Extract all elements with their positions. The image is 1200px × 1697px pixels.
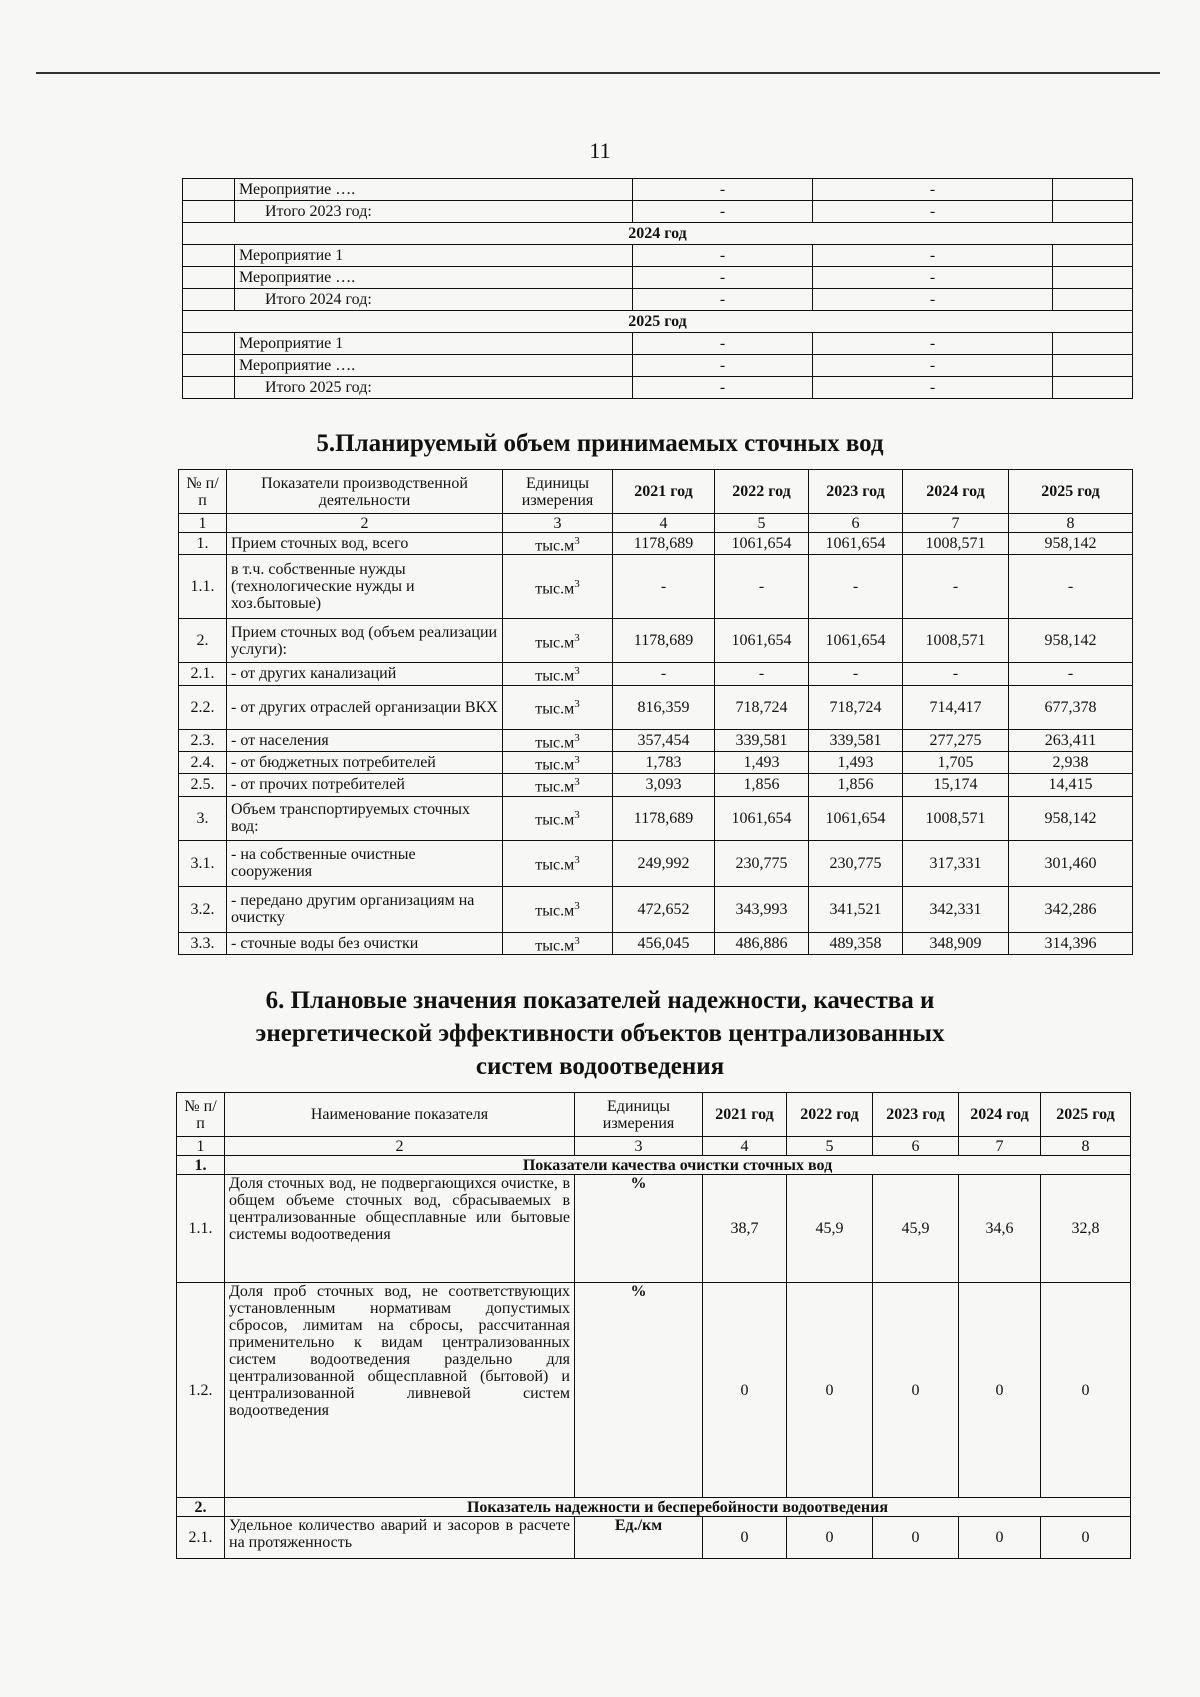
value-cell: - — [813, 245, 1053, 267]
table-row — [179, 774, 1133, 796]
indicator-name: Доля проб сточных вод, не соответствующих установленным нормативам допустимых сбросов, лимитам на сбросы, рассчитанная применительно к видам централизованных систем водоотведения раздельно для централизованной общесплавной (бытовой) и централизованной ливневой систем водоотведения — [225, 1283, 575, 1498]
unit-cell — [503, 619, 613, 663]
value-cell: 14,415 — [1009, 774, 1133, 796]
value-cell: 342,286 — [1009, 886, 1133, 932]
table-row — [177, 1283, 1131, 1498]
column-number: 3 — [575, 1137, 703, 1156]
header-cell: № п/п — [179, 470, 227, 514]
column-number: 8 — [1009, 514, 1133, 533]
table-row — [179, 751, 1133, 773]
unit-superscript: 3 — [574, 809, 580, 822]
value-cell: 0 — [873, 1283, 959, 1498]
value-cell: 0 — [873, 1517, 959, 1559]
unit-text: тыс.м — [535, 811, 575, 829]
table-row — [177, 1175, 1131, 1283]
value-cell: 0 — [703, 1517, 787, 1559]
row-number: 2.1. — [179, 663, 227, 685]
value-cell: - — [813, 377, 1053, 399]
group-label: Показатели качества очистки сточных вод — [225, 1156, 1131, 1175]
value-cell: - — [809, 663, 903, 685]
indicator-name: Прием сточных вод, всего — [227, 533, 503, 555]
row-number: 1. — [179, 533, 227, 555]
unit-cell — [503, 840, 613, 886]
value-cell: 958,142 — [1009, 533, 1133, 555]
column-number: 2 — [227, 514, 503, 533]
column-number-row — [177, 1137, 1131, 1156]
header-cell: 2021 год — [703, 1093, 787, 1137]
indicator-name: - передано другим организациям на очистку — [227, 886, 503, 932]
unit-text: тыс.м — [535, 537, 575, 555]
value-cell: 718,724 — [809, 685, 903, 729]
column-number: 3 — [503, 514, 613, 533]
value-cell: 342,331 — [903, 886, 1009, 932]
value-cell: 339,581 — [715, 729, 809, 751]
header-cell: 2024 год — [959, 1093, 1041, 1137]
column-number: 5 — [787, 1137, 873, 1156]
value-cell: 45,9 — [787, 1175, 873, 1283]
year-label: 2024 год — [183, 223, 1133, 245]
value-cell: 0 — [787, 1283, 873, 1498]
value-cell: - — [633, 333, 813, 355]
value-cell: 1178,689 — [613, 533, 715, 555]
row-number: 1.1. — [179, 555, 227, 619]
value-cell: - — [633, 245, 813, 267]
indicator-name: в т.ч. собственные нужды (технологические нужды и хоз.бытовые) — [227, 555, 503, 619]
unit-superscript: 3 — [574, 578, 580, 591]
value-cell: - — [1009, 555, 1133, 619]
indicator-name: - сточные воды без очистки — [227, 932, 503, 954]
section-6-title-line: 6. Плановые значения показателей надежности, качества и — [265, 987, 935, 1014]
header-cell: 2025 год — [1009, 470, 1133, 514]
value-cell: 472,652 — [613, 886, 715, 932]
unit-text: тыс.м — [535, 634, 575, 652]
column-number-row — [179, 514, 1133, 533]
unit-superscript: 3 — [574, 698, 580, 711]
indicator-name: Доля сточных вод, не подвергающихся очистке, в общем объеме сточных вод, сбрасываемых в централизованные общесплавные или бытовые системы водоотведения — [225, 1175, 575, 1283]
column-number: 6 — [809, 514, 903, 533]
unit-text: тыс.м — [535, 700, 575, 718]
header-cell: 2023 год — [873, 1093, 959, 1137]
value-cell: - — [633, 289, 813, 311]
measure-label: Мероприятие …. — [235, 355, 633, 377]
value-cell: 1061,654 — [715, 619, 809, 663]
value-cell: 1061,654 — [809, 533, 903, 555]
value-cell: 249,992 — [613, 840, 715, 886]
row-number: 2.3. — [179, 729, 227, 751]
value-cell: 339,581 — [809, 729, 903, 751]
unit-cell — [503, 751, 613, 773]
column-number: 8 — [1041, 1137, 1131, 1156]
value-cell: - — [903, 555, 1009, 619]
value-cell: - — [633, 377, 813, 399]
value-cell: - — [903, 663, 1009, 685]
value-cell: 1,493 — [809, 751, 903, 773]
column-number: 2 — [225, 1137, 575, 1156]
value-cell: 277,275 — [903, 729, 1009, 751]
value-cell: 230,775 — [809, 840, 903, 886]
header-cell: 2022 год — [787, 1093, 873, 1137]
value-cell: 1178,689 — [613, 619, 715, 663]
value-cell: 958,142 — [1009, 619, 1133, 663]
measure-row — [183, 333, 1133, 355]
header-rule — [36, 72, 1160, 74]
section-6-title-line: энергетической эффективности объектов централизованных — [255, 1020, 945, 1047]
value-cell: - — [813, 289, 1053, 311]
row-number-cell — [183, 179, 235, 201]
total-label: Итого 2025 год: — [235, 377, 633, 399]
section-6-title — [0, 984, 1200, 1083]
unit-text: тыс.м — [535, 580, 575, 598]
row-number: 2.1. — [177, 1517, 225, 1559]
measures-table — [182, 178, 1133, 399]
table-row — [179, 619, 1133, 663]
unit-text: тыс.м — [535, 936, 575, 954]
value-cell: 263,411 — [1009, 729, 1133, 751]
group-row — [177, 1156, 1131, 1175]
table-header-row — [179, 470, 1133, 514]
unit-cell — [503, 685, 613, 729]
unit-cell — [503, 729, 613, 751]
value-cell: 348,909 — [903, 932, 1009, 954]
table-row — [179, 932, 1133, 954]
unit-superscript: 3 — [574, 776, 580, 789]
unit-cell — [503, 886, 613, 932]
indicator-name: - от бюджетных потребителей — [227, 751, 503, 773]
row-number-cell — [183, 355, 235, 377]
empty-cell — [1053, 355, 1133, 377]
value-cell: 1,783 — [613, 751, 715, 773]
measure-row — [183, 355, 1133, 377]
total-label: Итого 2023 год: — [235, 201, 633, 223]
row-number-cell — [183, 201, 235, 223]
unit-cell: Ед./км — [575, 1517, 703, 1559]
value-cell: 1008,571 — [903, 619, 1009, 663]
value-cell: 0 — [959, 1283, 1041, 1498]
unit-superscript: 3 — [574, 632, 580, 645]
value-cell: 1061,654 — [809, 619, 903, 663]
empty-cell — [1053, 201, 1133, 223]
value-cell: - — [633, 179, 813, 201]
unit-cell: % — [575, 1175, 703, 1283]
value-cell: 317,331 — [903, 840, 1009, 886]
total-label: Итого 2024 год: — [235, 289, 633, 311]
value-cell: - — [613, 663, 715, 685]
table-row — [179, 840, 1133, 886]
column-number: 4 — [613, 514, 715, 533]
indicator-name: - от других канализаций — [227, 663, 503, 685]
indicator-name: - от прочих потребителей — [227, 774, 503, 796]
value-cell: 34,6 — [959, 1175, 1041, 1283]
column-number: 1 — [179, 514, 227, 533]
measure-row — [183, 179, 1133, 201]
section-6-title-line: систем водоотведения — [475, 1053, 725, 1080]
value-cell: 0 — [959, 1517, 1041, 1559]
measure-label: Мероприятие 1 — [235, 333, 633, 355]
measure-label: Мероприятие 1 — [235, 245, 633, 267]
page-number: 11 — [589, 138, 611, 163]
unit-cell — [503, 774, 613, 796]
value-cell: - — [613, 555, 715, 619]
value-cell: 958,142 — [1009, 796, 1133, 840]
column-number: 1 — [177, 1137, 225, 1156]
value-cell: 301,460 — [1009, 840, 1133, 886]
value-cell: 714,417 — [903, 685, 1009, 729]
value-cell: 15,174 — [903, 774, 1009, 796]
table-row — [179, 729, 1133, 751]
table-row — [179, 685, 1133, 729]
value-cell: - — [813, 267, 1053, 289]
year-row — [183, 311, 1133, 333]
unit-superscript: 3 — [574, 535, 580, 547]
measure-label: Мероприятие …. — [235, 179, 633, 201]
value-cell: 677,378 — [1009, 685, 1133, 729]
value-cell: 1178,689 — [613, 796, 715, 840]
empty-cell — [1053, 179, 1133, 201]
value-cell: - — [633, 355, 813, 377]
value-cell: 1008,571 — [903, 533, 1009, 555]
unit-superscript: 3 — [574, 665, 580, 678]
column-number: 7 — [903, 514, 1009, 533]
measure-label: Мероприятие …. — [235, 267, 633, 289]
header-cell: Единицы измерения — [575, 1093, 703, 1137]
unit-text: тыс.м — [535, 778, 575, 796]
value-cell: 1061,654 — [715, 533, 809, 555]
row-number: 3.2. — [179, 886, 227, 932]
value-cell: - — [633, 201, 813, 223]
value-cell: - — [809, 555, 903, 619]
group-number: 2. — [177, 1498, 225, 1517]
header-cell: Наименование показателя — [225, 1093, 575, 1137]
empty-cell — [1053, 267, 1133, 289]
empty-cell — [1053, 333, 1133, 355]
value-cell: 2,938 — [1009, 751, 1133, 773]
value-cell: 1008,571 — [903, 796, 1009, 840]
row-number: 2.4. — [179, 751, 227, 773]
group-row — [177, 1498, 1131, 1517]
header-cell: 2022 год — [715, 470, 809, 514]
value-cell: 486,886 — [715, 932, 809, 954]
row-number: 2. — [179, 619, 227, 663]
value-cell: 456,045 — [613, 932, 715, 954]
unit-text: тыс.м — [535, 756, 575, 774]
row-number: 1.1. — [177, 1175, 225, 1283]
empty-cell — [1053, 245, 1133, 267]
group-number: 1. — [177, 1156, 225, 1175]
value-cell: 357,454 — [613, 729, 715, 751]
unit-cell — [503, 932, 613, 954]
header-cell: Единицы измерения — [503, 470, 613, 514]
measure-row — [183, 245, 1133, 267]
value-cell: - — [813, 333, 1053, 355]
value-cell: 1,856 — [715, 774, 809, 796]
value-cell: - — [813, 201, 1053, 223]
total-row — [183, 377, 1133, 399]
unit-superscript: 3 — [574, 854, 580, 867]
total-row — [183, 201, 1133, 223]
value-cell: 1061,654 — [809, 796, 903, 840]
value-cell: 1,493 — [715, 751, 809, 773]
table-header-row — [177, 1093, 1131, 1137]
value-cell: 718,724 — [715, 685, 809, 729]
row-number: 3. — [179, 796, 227, 840]
column-number: 7 — [959, 1137, 1041, 1156]
empty-cell — [1053, 289, 1133, 311]
value-cell: 38,7 — [703, 1175, 787, 1283]
value-cell: 1,856 — [809, 774, 903, 796]
value-cell: 230,775 — [715, 840, 809, 886]
unit-superscript: 3 — [574, 934, 580, 947]
year-row — [183, 223, 1133, 245]
row-number: 2.5. — [179, 774, 227, 796]
value-cell: - — [813, 355, 1053, 377]
unit-cell — [503, 663, 613, 685]
value-cell: - — [813, 179, 1053, 201]
table-row — [177, 1517, 1131, 1559]
value-cell: 1,705 — [903, 751, 1009, 773]
value-cell: 314,396 — [1009, 932, 1133, 954]
unit-superscript: 3 — [574, 753, 580, 766]
value-cell: 45,9 — [873, 1175, 959, 1283]
table-row — [179, 796, 1133, 840]
indicator-name: Удельное количество аварий и засоров в расчете на протяженность — [225, 1517, 575, 1559]
indicators-table — [176, 1092, 1131, 1559]
column-number: 5 — [715, 514, 809, 533]
section-5-title: 5.Планируемый объем принимаемых сточных вод — [316, 430, 884, 457]
table-row — [179, 886, 1133, 932]
unit-text: тыс.м — [535, 856, 575, 874]
column-number: 6 — [873, 1137, 959, 1156]
unit-cell — [503, 533, 613, 555]
value-cell: 343,993 — [715, 886, 809, 932]
table-row — [179, 663, 1133, 685]
row-number-cell — [183, 245, 235, 267]
table-row — [179, 555, 1133, 619]
group-label: Показатель надежности и бесперебойности водоотведения — [225, 1498, 1131, 1517]
value-cell: - — [1009, 663, 1133, 685]
row-number: 3.3. — [179, 932, 227, 954]
value-cell: 816,359 — [613, 685, 715, 729]
unit-text: тыс.м — [535, 667, 575, 685]
value-cell: - — [715, 555, 809, 619]
year-label: 2025 год — [183, 311, 1133, 333]
row-number: 1.2. — [177, 1283, 225, 1498]
unit-superscript: 3 — [574, 731, 580, 744]
value-cell: 32,8 — [1041, 1175, 1131, 1283]
unit-superscript: 3 — [574, 900, 580, 913]
row-number-cell — [183, 267, 235, 289]
unit-cell — [503, 555, 613, 619]
row-number: 3.1. — [179, 840, 227, 886]
value-cell: 0 — [1041, 1283, 1131, 1498]
total-row — [183, 289, 1133, 311]
column-number: 4 — [703, 1137, 787, 1156]
unit-text: тыс.м — [535, 733, 575, 751]
table-row — [179, 533, 1133, 555]
wastewater-volume-table — [178, 469, 1133, 955]
row-number-cell — [183, 377, 235, 399]
indicator-name: Прием сточных вод (объем реализации услуги): — [227, 619, 503, 663]
value-cell: 0 — [1041, 1517, 1131, 1559]
empty-cell — [1053, 377, 1133, 399]
value-cell: - — [633, 267, 813, 289]
indicator-name: Объем транспортируемых сточных вод: — [227, 796, 503, 840]
header-cell: 2025 год — [1041, 1093, 1131, 1137]
indicator-name: - от населения — [227, 729, 503, 751]
value-cell: 3,093 — [613, 774, 715, 796]
value-cell: 341,521 — [809, 886, 903, 932]
value-cell: 0 — [703, 1283, 787, 1498]
value-cell: 1061,654 — [715, 796, 809, 840]
row-number-cell — [183, 333, 235, 355]
header-cell: 2023 год — [809, 470, 903, 514]
row-number-cell — [183, 289, 235, 311]
unit-cell: % — [575, 1283, 703, 1498]
unit-cell — [503, 796, 613, 840]
header-cell: 2021 год — [613, 470, 715, 514]
indicator-name: - на собственные очистные сооружения — [227, 840, 503, 886]
value-cell: 489,358 — [809, 932, 903, 954]
value-cell: 0 — [787, 1517, 873, 1559]
header-cell: Показатели производственной деятельности — [227, 470, 503, 514]
indicator-name: - от других отраслей организации ВКХ — [227, 685, 503, 729]
unit-text: тыс.м — [535, 902, 575, 920]
header-cell: 2024 год — [903, 470, 1009, 514]
value-cell: - — [715, 663, 809, 685]
header-cell: № п/п — [177, 1093, 225, 1137]
measure-row — [183, 267, 1133, 289]
row-number: 2.2. — [179, 685, 227, 729]
